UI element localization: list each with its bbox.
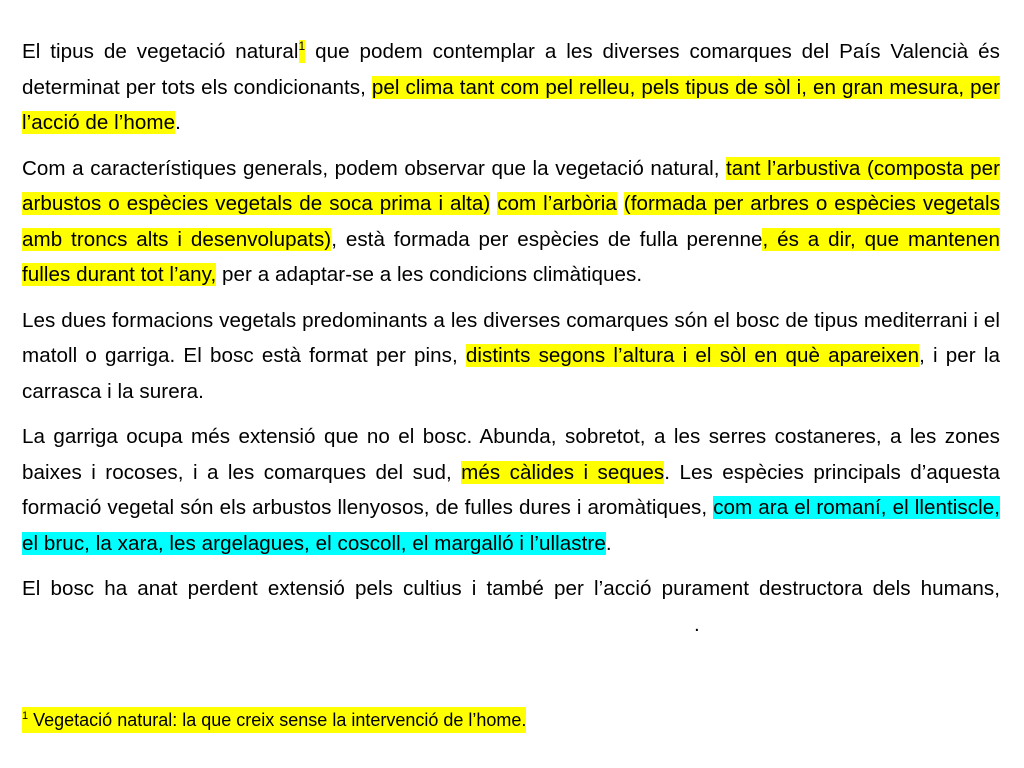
text-run: El tipus de vegetació natural (22, 40, 299, 63)
text-run: , i per la carrasca i la surera. (22, 344, 1000, 403)
text-run: Les dues formacions vegetals predominants a les diverses comarques són el bosc de tipus mediterrani i el matoll o garriga. El bosc està format per pins, (22, 308, 1000, 367)
highlighted-text-cyan: com ara el romaní, el llentiscle, el bruc, la xara, les argelagues, el coscoll, el margalló i l’ullastre (22, 496, 1001, 555)
footnote-text: Vegetació natural: la que creix sense la intervenció de l’home. (28, 710, 527, 730)
highlighted-text-yellow: , és a dir, que mantenen fulles durant tot l’any, (22, 227, 1000, 286)
paragraph-5 (22, 571, 1000, 642)
highlighted-text-yellow: tant l’arbustiva (composta per arbustos o espècies vegetals de soca prima i alta) (22, 156, 1000, 215)
highlighted-text-yellow: més càlides i seques (461, 460, 665, 484)
text-run: . (605, 531, 612, 555)
footnote-marker: 1 (22, 710, 29, 722)
paragraph-3 (22, 303, 1000, 410)
text-run (617, 192, 624, 215)
text-run: . (694, 612, 700, 636)
text-run: El bosc ha anat perdent extensió pels cultius i també per l’acció purament destructora dels humans, (22, 577, 1000, 600)
paragraph-4 (22, 419, 1000, 561)
highlighted-text-yellow: (formada per arbres o espècies vegetals amb troncs alts i desenvolupats) (22, 192, 1000, 251)
text-run: per a adaptar-se a les condicions climàtiques. (216, 263, 643, 286)
highlighted-text-yellow: com l’arbòria (497, 192, 617, 215)
footnote-reference[interactable]: 1 (298, 39, 306, 54)
highlighted-text-yellow: distints segons l’altura i el sòl en què apareixen (465, 344, 920, 367)
paragraph-2 (22, 151, 1000, 293)
text-run: Com a característiques generals, podem observar que la vegetació natural, (22, 156, 727, 180)
footnote (22, 707, 526, 733)
text-run: , està formada per espècies de fulla perenne (331, 227, 763, 251)
text-run: . Les espècies principals d’aquesta formació vegetal són els arbustos llenyosos, de fulles dures i aromàtiques, (22, 460, 1001, 519)
text-run: . (175, 111, 181, 134)
text-run: La garriga ocupa més extensió que no el bosc. Abunda, sobretot, a les serres costaneres, a les zones baixes i rocoses, i a les comarques del sud, (22, 425, 1000, 484)
text-run: que podem contemplar a les diverses comarques del País Valencià és determinat per tots els condicionants, (22, 40, 1000, 99)
paragraph-1 (22, 34, 1000, 141)
highlighted-text-yellow: pel clima tant com pel relleu, pels tipus de sòl i, en gran mesura, per l’acció de l’home (22, 75, 1000, 134)
